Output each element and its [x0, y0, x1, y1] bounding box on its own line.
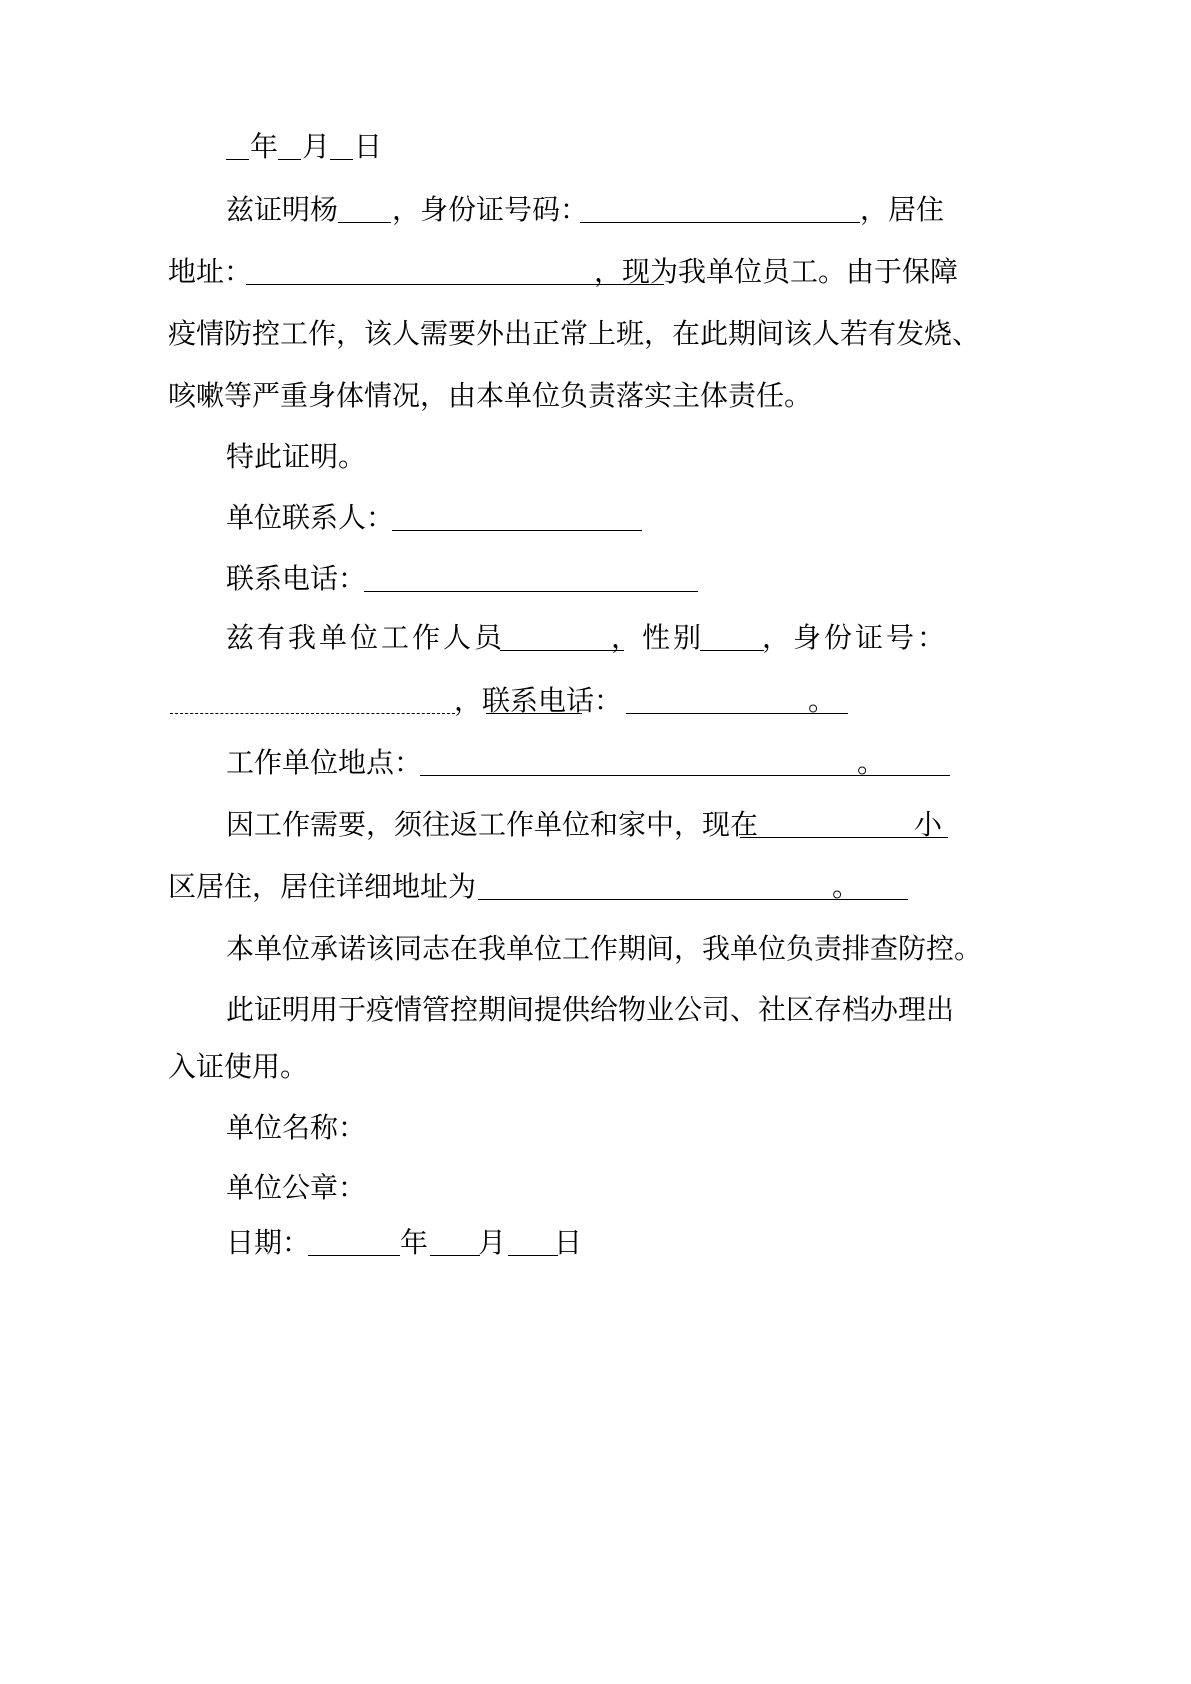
contact-person-blank[interactable] — [392, 530, 642, 531]
promise-line — [0, 929, 1191, 969]
gender-blank[interactable] — [700, 650, 764, 651]
staff-prefix: 兹有我单位工作人员 — [226, 621, 506, 654]
cert1-closing-line — [0, 437, 1191, 477]
cert1-line2 — [0, 252, 1191, 292]
date-month-label: 月 — [478, 1226, 507, 1259]
month-label: 月 — [302, 130, 331, 163]
commute-end: 小 — [914, 808, 943, 841]
work-location-line — [0, 743, 1191, 783]
contact-phone-blank[interactable] — [364, 591, 698, 592]
unit-name-label: 单位名称： — [226, 1111, 367, 1144]
date-year-blank[interactable] — [308, 1255, 400, 1256]
staff-phone-end: 。 — [808, 684, 837, 717]
contact-phone-line — [0, 559, 1191, 599]
date-year-label: 年 — [400, 1226, 429, 1259]
usage-text-line2: 入证使用。 — [168, 1050, 309, 1083]
contact-person-label: 单位联系人： — [226, 501, 395, 534]
work-location-label: 工作单位地点： — [226, 746, 423, 779]
residence-line — [0, 867, 1191, 907]
commute-line — [0, 805, 1191, 845]
cert1-line4 — [0, 376, 1191, 416]
day-blank[interactable] — [330, 159, 353, 160]
cert1-line1 — [0, 190, 1191, 230]
name-blank[interactable] — [338, 222, 391, 223]
staff-idcard-label: ，身份证号： — [762, 621, 949, 654]
commute-prefix: 因工作需要，须往返工作单位和家中，现在 — [226, 808, 759, 841]
cert1-body-line3: 疫情防控工作，该人需要外出正常上班，在此期间该人若有发烧、 — [168, 317, 981, 350]
usage-text-line1: 此证明用于疫情管控期间提供给物业公司、社区存档办理出 — [226, 993, 955, 1026]
date-day-blank[interactable] — [508, 1255, 558, 1256]
year-blank[interactable] — [226, 159, 249, 160]
residence-label: ，居住 — [860, 193, 945, 226]
cert1-prefix: 兹证明杨 — [226, 193, 339, 226]
staff-phone-label: ，联系电话： — [454, 684, 623, 717]
cert2-id-phone-line — [0, 681, 1191, 721]
unit-seal-line — [0, 1168, 1191, 1208]
cert1-body-line4: 咳嗽等严重身体情况，由本单位负责落实主体责任。 — [168, 379, 813, 412]
unit-seal-label: 单位公章： — [226, 1171, 367, 1204]
idcard-label: ，身份证号码： — [392, 193, 589, 226]
address-label: 地址： — [168, 255, 253, 288]
date-label: 日期： — [226, 1226, 311, 1259]
cert1-closing: 特此证明。 — [226, 440, 367, 473]
idcard-blank[interactable] — [580, 222, 860, 223]
contact-phone-label: 联系电话： — [226, 562, 367, 595]
year-label: 年 — [250, 130, 279, 163]
date-month-blank[interactable] — [430, 1255, 480, 1256]
bottom-date-line — [0, 1223, 1191, 1263]
residence-end: 。 — [832, 870, 861, 903]
promise-text: 本单位承诺该同志在我单位工作期间，我单位负责排查防控。 — [226, 932, 983, 965]
staff-name-blank[interactable] — [500, 650, 624, 651]
gender-label: ，性别 — [611, 621, 705, 654]
contact-person-line — [0, 498, 1191, 538]
date-day-label: 日 — [554, 1226, 583, 1259]
phone-label-underline — [486, 713, 582, 714]
usage-line2 — [0, 1047, 1191, 1087]
usage-line1 — [0, 990, 1191, 1030]
top-date-line — [0, 127, 1191, 167]
residence-prefix: 区居住，居住详细地址为 — [168, 870, 477, 903]
staff-idcard-blank[interactable] — [170, 713, 455, 714]
work-location-end: 。 — [857, 746, 886, 779]
day-label: 日 — [354, 130, 383, 163]
unit-name-line — [0, 1108, 1191, 1148]
cert1-line3 — [0, 314, 1191, 354]
month-blank[interactable] — [278, 159, 301, 160]
employee-statement: ，现为我单位员工。由于保障 — [594, 255, 959, 288]
cert2-staff-line — [0, 618, 1191, 658]
